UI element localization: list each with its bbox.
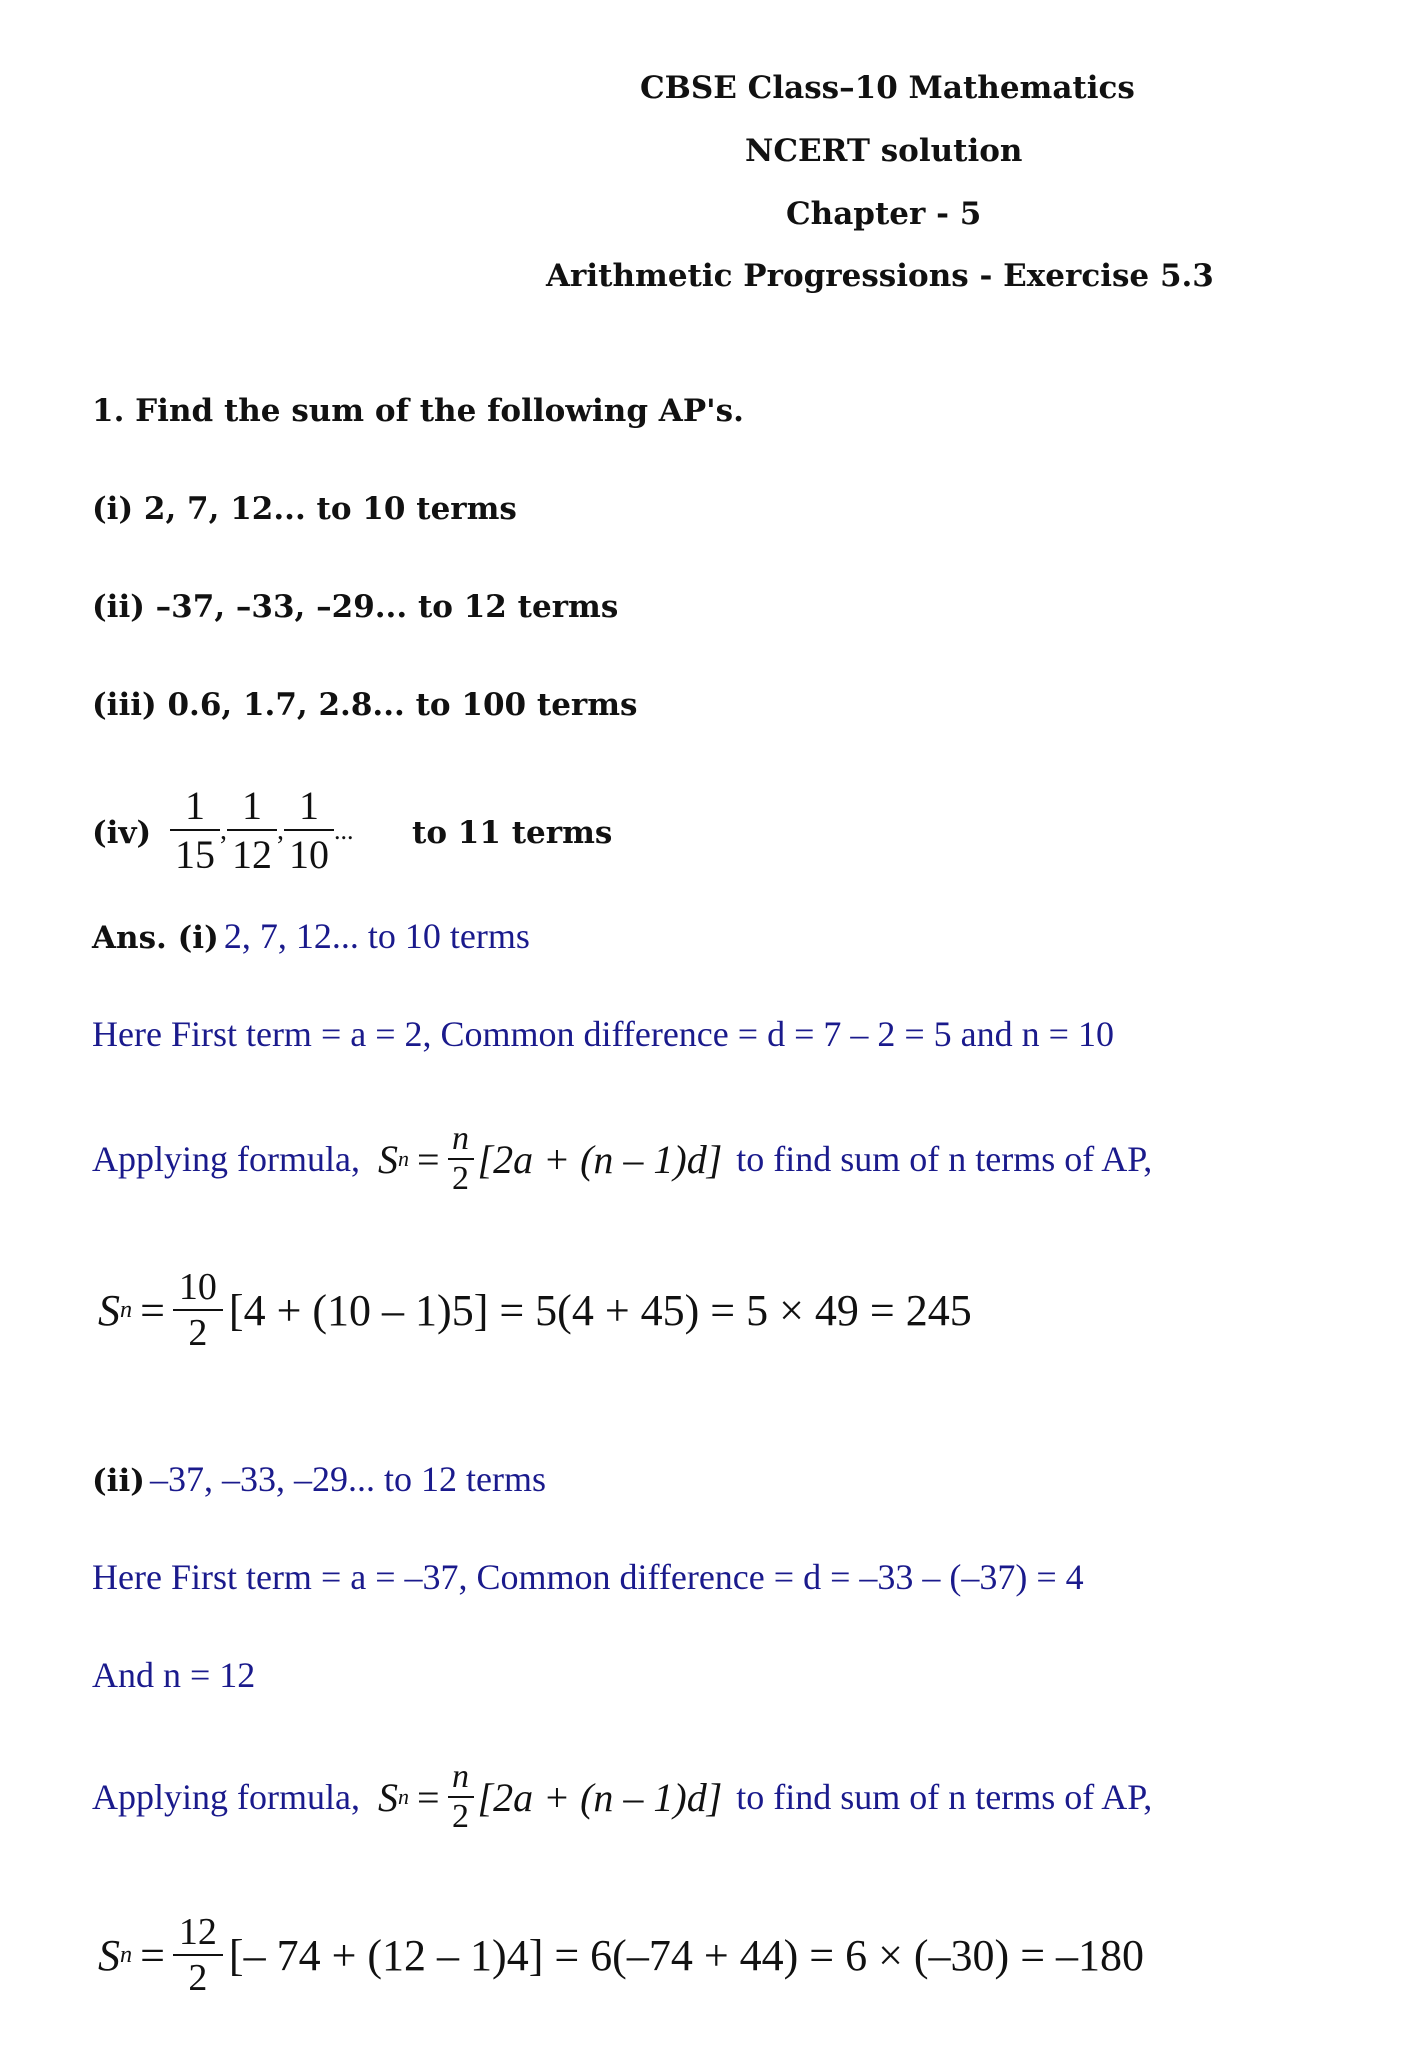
formula-equals: = bbox=[416, 1774, 440, 1820]
calc-fraction bbox=[173, 1910, 223, 2000]
answer-i-heading bbox=[92, 915, 530, 957]
answer-i-formula-line bbox=[92, 1120, 1152, 1198]
fraction-numerator: 1 bbox=[242, 783, 262, 828]
header-line-4: Arithmetic Progressions - Exercise 5.3 bbox=[546, 258, 1214, 294]
formula-subscript: n bbox=[397, 1146, 409, 1171]
fraction-numerator: 10 bbox=[178, 1266, 217, 1308]
ellipsis: ... bbox=[334, 816, 354, 846]
calc-fraction bbox=[173, 1265, 223, 1355]
answer-ii-and-n: And n = 12 bbox=[92, 1655, 256, 1695]
answer-i-given: Here First term = a = 2, Common difference = d = 7 – 2 = 5 and n = 10 bbox=[92, 1014, 1114, 1054]
fraction-numerator: n bbox=[452, 1120, 470, 1157]
header-line-1: CBSE Class–10 Mathematics bbox=[640, 70, 1135, 106]
formula-s: S bbox=[377, 1136, 398, 1182]
fraction-denominator: 12 bbox=[232, 832, 272, 877]
header-line-3: Chapter - 5 bbox=[786, 196, 982, 232]
question-part-iii: (iii) 0.6, 1.7, 2.8... to 100 terms bbox=[92, 687, 638, 723]
fraction-numerator: 1 bbox=[299, 783, 319, 828]
answer-i-label: Ans. (i) bbox=[92, 920, 219, 956]
fraction-1-12 bbox=[227, 782, 277, 878]
fraction-1-15 bbox=[170, 782, 220, 878]
question-part-iv-suffix: to 11 terms bbox=[412, 815, 613, 851]
answer-ii-heading bbox=[92, 1458, 546, 1500]
formula-body: [2a + (n – 1)d] bbox=[477, 1774, 723, 1820]
answer-ii-suffix: to find sum of n terms of AP, bbox=[736, 1777, 1153, 1817]
fraction-numerator: n bbox=[452, 1758, 470, 1795]
calc-subscript: n bbox=[120, 1941, 133, 1968]
answer-ii-calculation bbox=[98, 1910, 1144, 2000]
answer-ii-label: (ii) bbox=[92, 1463, 145, 1499]
answer-i-text: 2, 7, 12... to 10 terms bbox=[223, 916, 530, 956]
answer-ii-given: Here First term = a = –37, Common difference = d = –33 – (–37) = 4 bbox=[92, 1557, 1084, 1597]
calc-s: S bbox=[98, 1285, 120, 1335]
sum-formula bbox=[378, 1758, 722, 1836]
question-part-iv-fractions bbox=[170, 782, 354, 878]
separator: , bbox=[220, 815, 227, 847]
header-line-2: NCERT solution bbox=[745, 133, 1023, 169]
fraction-numerator: 1 bbox=[185, 783, 205, 828]
formula-fraction bbox=[448, 1120, 474, 1198]
formula-fraction bbox=[448, 1758, 474, 1836]
calc-subscript: n bbox=[120, 1296, 133, 1323]
question-part-i: (i) 2, 7, 12... to 10 terms bbox=[92, 491, 517, 527]
fraction-denominator: 15 bbox=[175, 832, 215, 877]
answer-ii-formula-line bbox=[92, 1758, 1152, 1836]
question-part-iv-label: (iv) bbox=[92, 815, 152, 851]
answer-ii-text: –37, –33, –29... to 12 terms bbox=[149, 1459, 546, 1499]
calc-rest: [4 + (10 – 1)5] = 5(4 + 45) = 5 × 49 = 245 bbox=[228, 1285, 972, 1335]
answer-ii-apply-text: Applying formula, bbox=[92, 1777, 360, 1817]
fraction-denominator: 2 bbox=[452, 1160, 470, 1197]
answer-i-suffix: to find sum of n terms of AP, bbox=[736, 1139, 1153, 1179]
fraction-denominator: 2 bbox=[188, 1312, 208, 1354]
formula-s: S bbox=[377, 1774, 398, 1820]
answer-i-apply-text: Applying formula, bbox=[92, 1139, 360, 1179]
question-title: 1. Find the sum of the following AP's. bbox=[92, 393, 744, 429]
fraction-denominator: 2 bbox=[452, 1798, 470, 1835]
calc-rest: [– 74 + (12 – 1)4] = 6(–74 + 44) = 6 × (–30) = –180 bbox=[228, 1930, 1145, 1980]
fraction-1-10 bbox=[284, 782, 334, 878]
fraction-numerator: 12 bbox=[178, 1911, 217, 1953]
calc-s: S bbox=[98, 1930, 120, 1980]
sum-formula bbox=[378, 1120, 722, 1198]
fraction-denominator: 2 bbox=[188, 1957, 208, 1999]
formula-subscript: n bbox=[397, 1784, 409, 1809]
calc-equals: = bbox=[140, 1285, 165, 1335]
separator: , bbox=[277, 815, 284, 847]
calc-equals: = bbox=[140, 1930, 165, 1980]
formula-body: [2a + (n – 1)d] bbox=[477, 1136, 723, 1182]
formula-equals: = bbox=[416, 1136, 440, 1182]
question-part-ii: (ii) –37, –33, –29... to 12 terms bbox=[92, 589, 619, 625]
fraction-denominator: 10 bbox=[289, 832, 329, 877]
answer-i-calculation bbox=[98, 1265, 972, 1355]
